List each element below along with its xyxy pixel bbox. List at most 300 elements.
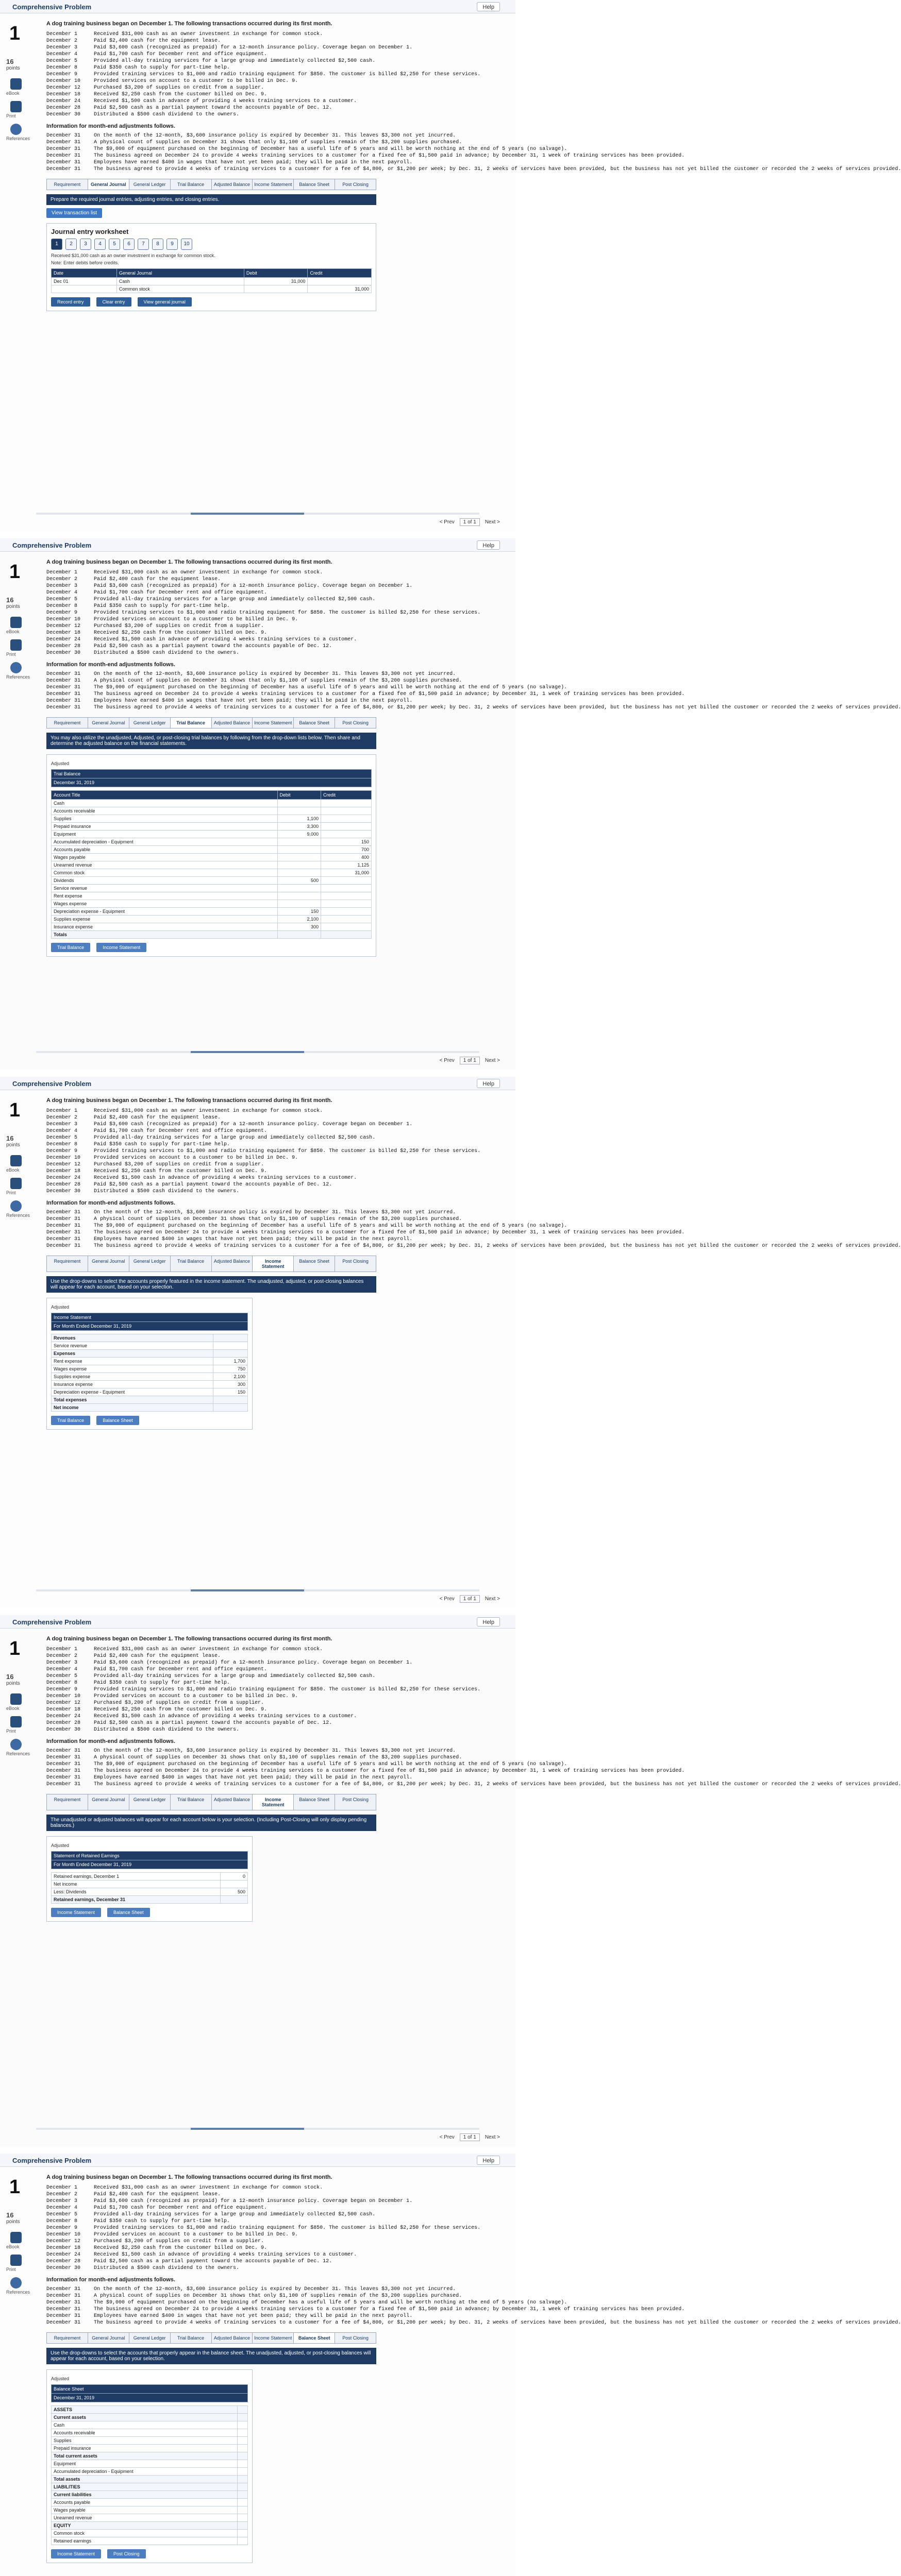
sidebar-item-label[interactable]: eBook [6, 1167, 20, 1173]
horizontal-scrollbar[interactable] [36, 1589, 479, 1591]
amount-cell[interactable] [213, 1342, 247, 1350]
amount-cell[interactable] [238, 2476, 248, 2483]
income-statement-button[interactable]: Income Statement [51, 1908, 101, 1917]
account-cell[interactable]: Wages payable [52, 2506, 238, 2514]
account-cell[interactable]: Common stock [52, 869, 278, 877]
transaction-date: December 4 [46, 1128, 78, 1134]
clear-entry-button[interactable]: Clear entry [96, 297, 131, 307]
transaction-date: December 8 [46, 1680, 78, 1686]
amount-cell[interactable] [213, 1404, 247, 1412]
entry-step[interactable]: 3 [80, 239, 91, 250]
account-cell[interactable]: Current liabilities [52, 2491, 238, 2499]
account-cell[interactable]: ASSETS [52, 2406, 238, 2414]
amount-cell[interactable] [220, 1896, 247, 1904]
transaction-date: December 12 [46, 1700, 81, 1706]
transaction-text: Paid $2,500 cash as a partial payment toward the accounts payable of Dec. 12. [94, 105, 332, 111]
account-cell[interactable]: Less: Dividends [52, 1888, 221, 1896]
account-cell[interactable]: Net income [52, 1404, 213, 1412]
tab-adjusted-balance[interactable]: Adjusted Balance [212, 718, 253, 728]
debit-cell[interactable] [277, 885, 321, 892]
sidebar-item-label[interactable]: eBook [6, 91, 20, 96]
transaction-date: December 9 [46, 2225, 78, 2231]
account-cell[interactable]: Service revenue [52, 885, 278, 892]
transaction-text: Distributed a $500 cash dividend to the owners. [94, 112, 240, 117]
credit-cell[interactable]: 400 [321, 854, 372, 861]
debit-cell[interactable]: 2,100 [277, 916, 321, 923]
account-cell[interactable]: Wages expense [52, 1365, 213, 1373]
amount-cell[interactable] [238, 2460, 248, 2468]
transaction-date: December 5 [46, 1135, 78, 1141]
credit-cell[interactable]: 700 [321, 846, 372, 854]
tab-income-statement[interactable]: Income Statement [253, 1256, 294, 1272]
tab-post-closing[interactable]: Post Closing [335, 1794, 376, 1810]
prev-button[interactable]: < Prev [439, 2134, 455, 2140]
transaction-date: December 28 [46, 643, 81, 649]
account-cell[interactable]: Total current assets [52, 2452, 238, 2460]
debit-cell[interactable] [277, 861, 321, 869]
adjustment-row [46, 1748, 490, 1754]
amount-cell[interactable] [238, 2537, 248, 2545]
account-cell[interactable]: Dividends [52, 877, 278, 885]
balance-sheet-button[interactable]: Balance Sheet [107, 1908, 150, 1917]
table-row [52, 2452, 248, 2460]
account-cell[interactable]: Retained earnings [52, 2537, 238, 2545]
tab-income-statement[interactable]: Income Statement [253, 718, 294, 728]
tab-general-journal[interactable]: General Journal [88, 1256, 129, 1272]
transaction-text: Paid $2,400 cash for the equipment lease. [94, 38, 221, 44]
tab-requirement[interactable]: Requirement [47, 2333, 88, 2343]
balance-type-select[interactable]: Adjusted [51, 761, 70, 766]
debit-cell[interactable] [277, 854, 321, 861]
account-cell[interactable]: Total expenses [52, 1396, 213, 1404]
amount-cell[interactable] [238, 2414, 248, 2421]
amount-cell[interactable]: 1,700 [213, 1358, 247, 1365]
help-button[interactable]: Help [477, 2156, 500, 2165]
next-button[interactable]: Next > [485, 1058, 500, 1063]
adjustment-text: The business agreed on December 24 to provide 4 weeks training services to a customer for a fixed fee of $1,500 paid in advance; by December 31, 1 week of training services has been provided. [94, 691, 685, 697]
points-value: 16 [6, 58, 14, 65]
table-row [52, 1358, 248, 1365]
references-icon[interactable] [10, 1739, 22, 1750]
adjustment-date: December 31 [46, 133, 81, 139]
account-cell[interactable]: Wages expense [52, 900, 278, 908]
account-cell[interactable]: Accumulated depreciation - Equipment [52, 838, 278, 846]
sidebar-item-label[interactable]: eBook [6, 2244, 20, 2249]
transaction-row [46, 623, 490, 630]
credit-cell[interactable] [321, 877, 372, 885]
print-icon[interactable] [10, 639, 22, 651]
tab-adjusted-balance[interactable]: Adjusted Balance [212, 1256, 253, 1272]
prev-button[interactable]: < Prev [439, 519, 455, 525]
sidebar-item-label[interactable]: References [6, 674, 30, 680]
amount-cell[interactable]: 300 [213, 1381, 247, 1388]
account-cell[interactable]: Revenues [52, 1334, 213, 1342]
transaction-text: Paid $2,400 cash for the equipment lease. [94, 577, 221, 582]
scrollbar-thumb[interactable] [191, 1051, 304, 1053]
print-icon[interactable] [10, 1178, 22, 1189]
balance-type-select[interactable]: Adjusted [51, 1304, 70, 1310]
sidebar-item-label[interactable]: References [6, 2290, 30, 2295]
record-entry-button[interactable]: Record entry [51, 297, 90, 307]
trial-balance-button[interactable]: Trial Balance [51, 1416, 90, 1425]
sidebar-item-label[interactable]: Print [6, 2267, 16, 2272]
sidebar-item-label[interactable]: eBook [6, 1706, 20, 1711]
account-cell[interactable]: Common stock [116, 285, 244, 293]
credit-cell[interactable]: 31,000 [308, 285, 372, 293]
tab-trial-balance[interactable]: Trial Balance [171, 718, 212, 728]
account-cell[interactable]: Supplies [52, 815, 278, 823]
account-cell[interactable]: Unearned revenue [52, 2514, 238, 2522]
credit-cell[interactable] [308, 278, 372, 285]
debit-cell[interactable] [277, 800, 321, 807]
balance-type-select[interactable]: Adjusted [51, 2376, 70, 2381]
account-cell[interactable]: Supplies expense [52, 916, 278, 923]
amount-cell[interactable] [238, 2468, 248, 2476]
debit-cell[interactable] [277, 931, 321, 939]
entry-step[interactable]: 9 [166, 239, 178, 250]
column-header: Date [52, 269, 117, 278]
account-cell[interactable]: Net income [52, 1880, 221, 1888]
debit-cell[interactable] [244, 285, 308, 293]
instruction-banner: The unadjusted or adjusted balances will appear for each account below is your selection. (Including Post-Closing will only display pending balances.) [46, 1815, 376, 1831]
debit-cell[interactable] [277, 900, 321, 908]
print-icon[interactable] [10, 1716, 22, 1727]
tab-general-journal[interactable]: General Journal [88, 179, 129, 190]
credit-cell[interactable] [321, 831, 372, 838]
sidebar-item-label[interactable]: Print [6, 1190, 16, 1195]
amount-cell[interactable] [238, 2522, 248, 2530]
points [6, 596, 37, 609]
table-row [52, 1373, 248, 1381]
sidebar-item-label[interactable]: References [6, 1751, 30, 1756]
transaction-text: Received $1,500 cash in advance of providing 4 weeks training services to a customer. [94, 2252, 357, 2258]
sidebar-item-label[interactable]: Print [6, 1728, 16, 1734]
adjustment-text: The business agreed to provide 4 weeks of training services to a customer for a fee of $4,800, or $1,200 per week; by Dec. 31, 2 weeks of services have been provided, but the business has not yet billed the customer or recorded the 2 weeks of services provided. [94, 1243, 901, 1249]
transaction-text: Paid $2,400 cash for the equipment lease. [94, 2192, 221, 2197]
table-row [52, 800, 372, 807]
scrollbar-thumb[interactable] [191, 2128, 304, 2130]
scrollbar-thumb[interactable] [191, 1589, 304, 1591]
tab-requirement[interactable]: Requirement [47, 1256, 88, 1272]
transaction-date: December 8 [46, 603, 78, 609]
amount-cell[interactable] [220, 1880, 247, 1888]
account-cell[interactable]: EQUITY [52, 2522, 238, 2530]
sidebar-item-label[interactable]: Print [6, 652, 16, 657]
debit-cell[interactable]: 3,300 [277, 823, 321, 831]
credit-cell[interactable]: 1,125 [321, 861, 372, 869]
transaction-row [46, 38, 490, 44]
debit-cell[interactable]: 9,000 [277, 831, 321, 838]
entry-step[interactable]: 5 [109, 239, 120, 250]
help-button[interactable]: Help [477, 1617, 500, 1626]
income-statement-button[interactable]: Income Statement [96, 943, 146, 952]
book-icon[interactable] [10, 1693, 22, 1705]
tab-general-ledger[interactable]: General Ledger [129, 1256, 171, 1272]
tab-requirement[interactable]: Requirement [47, 179, 88, 190]
next-button[interactable]: Next > [485, 1596, 500, 1602]
account-cell[interactable]: Prepaid insurance [52, 823, 278, 831]
entry-step[interactable]: 6 [123, 239, 135, 250]
account-cell[interactable]: Accounts receivable [52, 2429, 238, 2437]
transaction-date: December 2 [46, 577, 78, 582]
transaction-date: December 4 [46, 52, 78, 57]
book-icon[interactable] [10, 1155, 22, 1166]
entry-step[interactable]: 10 [181, 239, 192, 250]
tab-general-ledger[interactable]: General Ledger [129, 179, 171, 190]
table-row [52, 2414, 248, 2421]
tab-general-ledger[interactable]: General Ledger [129, 718, 171, 728]
table-row [52, 2530, 248, 2537]
transaction-row [46, 1666, 490, 1673]
sidebar-item-label[interactable]: References [6, 1213, 30, 1218]
income-statement-button[interactable]: Income Statement [51, 2549, 101, 2558]
debit-cell[interactable] [277, 869, 321, 877]
credit-cell[interactable] [321, 823, 372, 831]
date-cell[interactable] [52, 285, 117, 293]
credit-cell[interactable] [321, 908, 372, 916]
sidebar-item-label[interactable]: eBook [6, 629, 20, 634]
credit-cell[interactable] [321, 800, 372, 807]
credit-cell[interactable] [321, 807, 372, 815]
tab-balance-sheet[interactable]: Balance Sheet [294, 2333, 335, 2343]
tab-post-closing[interactable]: Post Closing [335, 1256, 376, 1272]
tab-trial-balance[interactable]: Trial Balance [171, 179, 212, 190]
tab-adjusted-balance[interactable]: Adjusted Balance [212, 1794, 253, 1810]
account-cell[interactable]: Supplies [52, 2437, 238, 2445]
book-icon[interactable] [10, 78, 22, 90]
transaction-row [46, 1646, 490, 1653]
account-cell[interactable]: Supplies expense [52, 1373, 213, 1381]
account-cell[interactable]: Cash [116, 278, 244, 285]
tab-balance-sheet[interactable]: Balance Sheet [294, 1256, 335, 1272]
post-closing-button[interactable]: Post Closing [107, 2549, 146, 2558]
account-cell[interactable]: Insurance expense [52, 1381, 213, 1388]
debit-cell[interactable]: 150 [277, 908, 321, 916]
account-cell[interactable]: Equipment [52, 831, 278, 838]
account-cell[interactable]: Rent expense [52, 1358, 213, 1365]
horizontal-scrollbar[interactable] [36, 1051, 479, 1053]
transaction-row [46, 596, 490, 603]
tab-requirement[interactable]: Requirement [47, 718, 88, 728]
tab-general-ledger[interactable]: General Ledger [129, 2333, 171, 2343]
account-cell[interactable]: Cash [52, 2421, 238, 2429]
amount-cell[interactable] [213, 1350, 247, 1358]
tab-post-closing[interactable]: Post Closing [335, 718, 376, 728]
sidebar-item-label[interactable]: Print [6, 113, 16, 118]
tab-income-statement[interactable]: Income Statement [253, 2333, 294, 2343]
amount-cell[interactable]: 2,100 [213, 1373, 247, 1381]
amount-cell[interactable] [238, 2491, 248, 2499]
amount-cell[interactable] [238, 2499, 248, 2506]
amount-cell[interactable] [213, 1334, 247, 1342]
view-transaction-list-button[interactable]: View transaction list [46, 208, 102, 218]
debit-cell[interactable]: 31,000 [244, 278, 308, 285]
amount-cell[interactable] [238, 2514, 248, 2522]
page-4 [0, 1615, 901, 2154]
amount-cell[interactable] [238, 2421, 248, 2429]
account-cell[interactable]: Wages payable [52, 854, 278, 861]
tab-trial-balance[interactable]: Trial Balance [171, 2333, 212, 2343]
references-icon[interactable] [10, 2277, 22, 2289]
amount-cell[interactable] [213, 1396, 247, 1404]
amount-cell[interactable]: 0 [220, 1873, 247, 1880]
debit-cell[interactable]: 300 [277, 923, 321, 931]
account-cell[interactable]: LIABILITIES [52, 2483, 238, 2491]
tab-general-journal[interactable]: General Journal [88, 718, 129, 728]
account-cell[interactable]: Insurance expense [52, 923, 278, 931]
references-icon[interactable] [10, 662, 22, 673]
tab-income-statement[interactable]: Income Statement [253, 1794, 294, 1810]
horizontal-scrollbar[interactable] [36, 2128, 479, 2130]
instruction-banner: Use the drop-downs to select the accounts that properly appear in the balance sheet. The unadjusted, adjusted, or post-closing balances will appear for each account, based on your selection. [46, 2348, 376, 2364]
sidebar [6, 1134, 37, 1223]
amount-cell[interactable] [238, 2530, 248, 2537]
account-cell[interactable]: Accounts payable [52, 846, 278, 854]
account-cell[interactable]: Retained earnings, December 1 [52, 1873, 221, 1880]
tab-balance-sheet[interactable]: Balance Sheet [294, 718, 335, 728]
credit-cell[interactable] [321, 885, 372, 892]
adjustment-date: December 31 [46, 1230, 81, 1235]
account-cell[interactable]: Depreciation expense - Equipment [52, 908, 278, 916]
table-row [52, 923, 372, 931]
amount-cell[interactable] [238, 2483, 248, 2491]
print-icon[interactable] [10, 101, 22, 112]
table-row [52, 892, 372, 900]
account-cell[interactable]: Totals [52, 931, 278, 939]
references-icon[interactable] [10, 1200, 22, 1212]
account-cell[interactable]: Service revenue [52, 1342, 213, 1350]
date-cell[interactable]: Dec 01 [52, 278, 117, 285]
entry-step[interactable]: 8 [152, 239, 163, 250]
account-cell[interactable]: Rent expense [52, 892, 278, 900]
entry-step[interactable]: 4 [94, 239, 106, 250]
debit-cell[interactable]: 1,100 [277, 815, 321, 823]
debit-cell[interactable] [277, 807, 321, 815]
points [6, 58, 37, 71]
debit-cell[interactable] [277, 846, 321, 854]
help-button[interactable]: Help [477, 1079, 500, 1088]
tab-balance-sheet[interactable]: Balance Sheet [294, 179, 335, 190]
table-row [52, 285, 372, 293]
entry-step[interactable]: 1 [51, 239, 62, 250]
help-button[interactable]: Help [477, 540, 500, 550]
tab-general-journal[interactable]: General Journal [88, 1794, 129, 1810]
prev-button[interactable]: < Prev [439, 1596, 455, 1602]
adjustment-row [46, 1236, 490, 1243]
amount-cell[interactable] [238, 2429, 248, 2437]
transaction-text: Received $31,000 cash as an owner investment in exchange for common stock. [94, 1108, 323, 1114]
amount-cell[interactable] [238, 2406, 248, 2414]
tab-post-closing[interactable]: Post Closing [335, 2333, 376, 2343]
account-cell[interactable]: Equipment [52, 2460, 238, 2468]
tab-income-statement[interactable]: Income Statement [253, 179, 294, 190]
points [6, 2211, 37, 2225]
account-cell[interactable]: Accounts receivable [52, 807, 278, 815]
transaction-date: December 24 [46, 98, 81, 104]
tab-post-closing[interactable]: Post Closing [335, 179, 376, 190]
adjustment-date: December 31 [46, 2300, 81, 2306]
adjustment-row [46, 684, 568, 691]
credit-cell[interactable] [321, 892, 372, 900]
sidebar-item-label[interactable]: References [6, 136, 30, 141]
amount-cell[interactable]: 750 [213, 1365, 247, 1373]
entry-step[interactable]: 7 [138, 239, 149, 250]
points-value: 16 [6, 596, 14, 604]
account-cell[interactable]: Depreciation expense - Equipment [52, 1388, 213, 1396]
app-title: Comprehensive Problem [12, 1080, 92, 1088]
transaction-text: Provided services on account to a customer to be billed in Dec. 9. [94, 1693, 298, 1699]
next-button[interactable]: Next > [485, 519, 500, 525]
amount-cell[interactable] [238, 2437, 248, 2445]
statement-date: December 31, 2019 [52, 778, 372, 787]
credit-cell[interactable] [321, 815, 372, 823]
print-icon[interactable] [10, 2255, 22, 2266]
account-cell[interactable]: Retained earnings, December 31 [52, 1896, 221, 1904]
balance-sheet-button[interactable]: Balance Sheet [96, 1416, 139, 1425]
credit-cell[interactable]: 31,000 [321, 869, 372, 877]
tab-requirement[interactable]: Requirement [47, 1794, 88, 1810]
references-icon[interactable] [10, 124, 22, 135]
tab-balance-sheet[interactable]: Balance Sheet [294, 1794, 335, 1810]
account-cell[interactable]: Current assets [52, 2414, 238, 2421]
debit-cell[interactable] [277, 892, 321, 900]
book-icon[interactable] [10, 617, 22, 628]
credit-cell[interactable] [321, 923, 372, 931]
amount-cell[interactable] [238, 2506, 248, 2514]
account-cell[interactable]: Accumulated depreciation - Equipment [52, 2468, 238, 2476]
account-cell[interactable]: Total assets [52, 2476, 238, 2483]
entry-step[interactable]: 2 [65, 239, 77, 250]
page-indicator: 1 of 1 [460, 518, 480, 526]
credit-cell[interactable]: 150 [321, 838, 372, 846]
help-button[interactable]: Help [477, 2, 500, 11]
account-cell[interactable]: Unearned revenue [52, 861, 278, 869]
scrollbar-thumb[interactable] [191, 513, 304, 515]
amount-cell[interactable]: 150 [213, 1388, 247, 1396]
account-cell[interactable]: Accounts payable [52, 2499, 238, 2506]
horizontal-scrollbar[interactable] [36, 513, 479, 515]
account-cell[interactable]: Prepaid insurance [52, 2445, 238, 2452]
amount-cell[interactable] [238, 2452, 248, 2460]
credit-cell[interactable] [321, 931, 372, 939]
tab-trial-balance[interactable]: Trial Balance [171, 1794, 212, 1810]
account-cell[interactable]: Common stock [52, 2530, 238, 2537]
account-cell[interactable]: Expenses [52, 1350, 213, 1358]
transaction-row [46, 1114, 490, 1121]
account-cell[interactable]: Cash [52, 800, 278, 807]
tab-general-journal[interactable]: General Journal [88, 2333, 129, 2343]
tab-general-ledger[interactable]: General Ledger [129, 1794, 171, 1810]
view-general-journal-button[interactable]: View general journal [138, 297, 192, 307]
credit-cell[interactable] [321, 900, 372, 908]
debit-cell[interactable]: 500 [277, 877, 321, 885]
tab-trial-balance[interactable]: Trial Balance [171, 1256, 212, 1272]
trial-balance-button[interactable]: Trial Balance [51, 943, 90, 952]
table-row [52, 869, 372, 877]
balance-type-select[interactable]: Adjusted [51, 1843, 70, 1848]
adjustment-date: December 31 [46, 1748, 81, 1754]
amount-cell[interactable]: 500 [220, 1888, 247, 1896]
tab-adjusted-balance[interactable]: Adjusted Balance [212, 2333, 253, 2343]
prev-button[interactable]: < Prev [439, 1058, 455, 1063]
amount-cell[interactable] [238, 2445, 248, 2452]
table-row [52, 1888, 248, 1896]
tab-adjusted-balance[interactable]: Adjusted Balance [212, 179, 253, 190]
book-icon[interactable] [10, 2232, 22, 2243]
credit-cell[interactable] [321, 916, 372, 923]
debit-cell[interactable] [277, 838, 321, 846]
next-button[interactable]: Next > [485, 2134, 500, 2140]
